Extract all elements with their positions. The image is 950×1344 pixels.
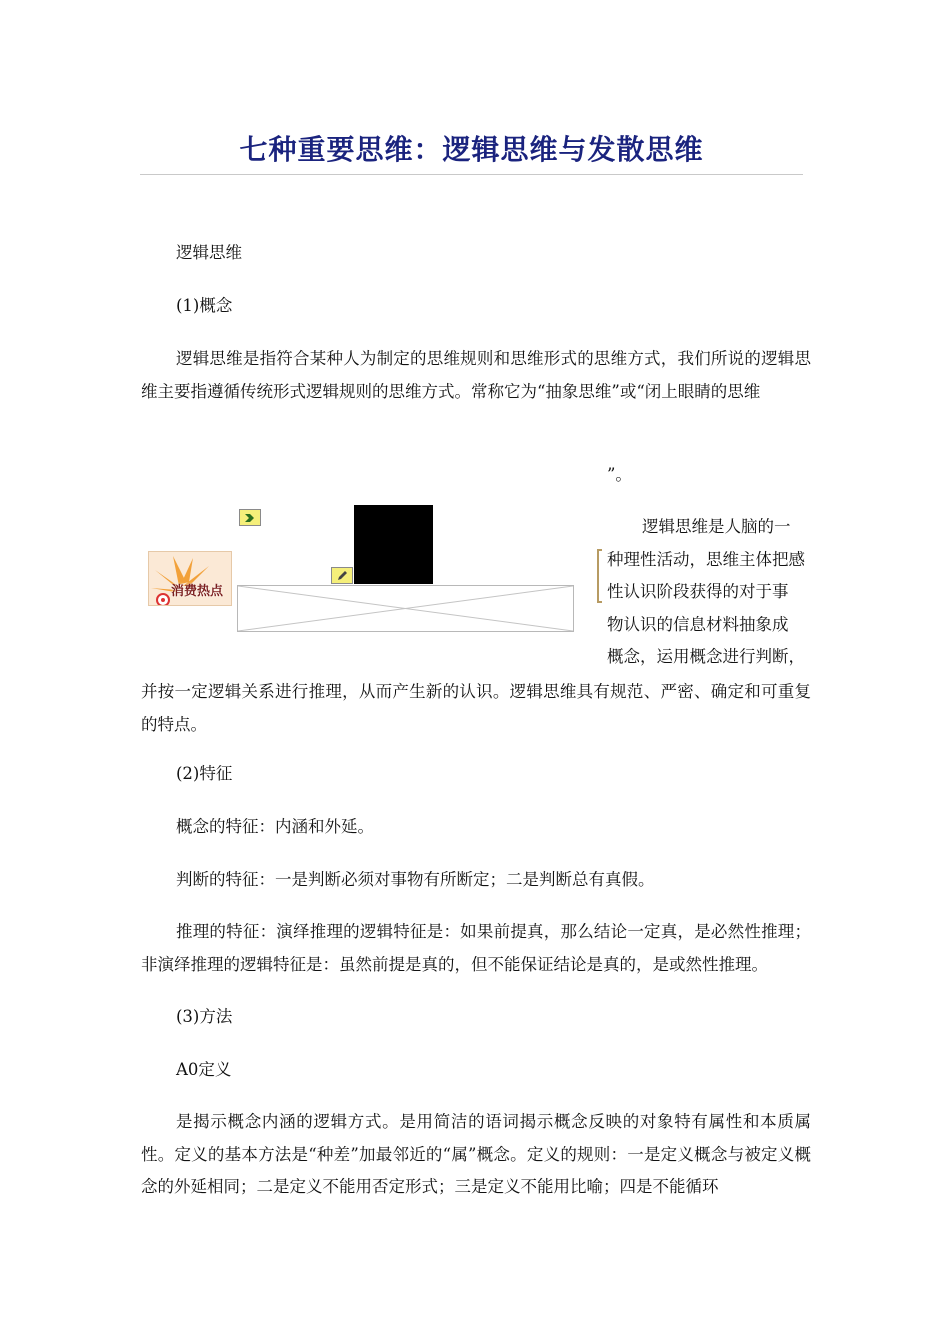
closing-quote: ”。 <box>607 465 632 484</box>
feature-reasoning: 推理的特征：演绎推理的逻辑特征是：如果前提真，那么结论一定真，是必然性推理；非演绎推理的逻辑特征是：虽然前提是真的，但不能保证结论是真的，是或然性推理。 <box>141 922 811 974</box>
section-heading-logic: 逻辑思维 <box>176 243 242 262</box>
paragraph-continuation: 并按一定逻辑关系进行推理，从而产生新的认识。逻辑思维具有规范、严密、确定和可重复的特点。 <box>141 682 811 734</box>
feature-concept: 概念的特征：内涵和外延。 <box>176 817 374 836</box>
pencil-badge-icon <box>331 567 353 584</box>
methods-heading: (3)方法 <box>176 1007 233 1026</box>
features-heading: (2)特征 <box>176 764 233 783</box>
broken-image-icon <box>237 585 574 632</box>
definition-paragraph: 是揭示概念内涵的逻辑方式。是用简洁的语词揭示概念反映的对象特有属性和本质属性。定义的基本方法是“种差”加最邻近的“属”概念。定义的规则：一是定义概念与被定义概念的外延相同；二是定义不能用否定形式；三是定义不能用比喻；四是不能循环 <box>141 1112 811 1196</box>
arrow-badge-icon <box>239 509 261 526</box>
title-divider <box>140 174 803 175</box>
paragraph-definition-logic: 逻辑思维是指符合某种人为制定的思维规则和思维形式的思维方式，我们所说的逻辑思维主要指遵循传统形式逻辑规则的思维方式。常称它为“抽象思维”或“闭上眼睛的思维 <box>141 349 811 401</box>
logo-text: 消费热点 <box>171 584 224 599</box>
text-bracket-marker <box>597 549 602 603</box>
image-dark-block <box>354 505 433 584</box>
definition-heading: A0定义 <box>176 1060 232 1079</box>
page-title: 七种重要思维：逻辑思维与发散思维 <box>239 133 704 166</box>
concept-heading: (1)概念 <box>176 296 233 315</box>
side-column-text: 逻辑思维是人脑的一 种理性活动，思维主体把感 性认识阶段获得的对于事 物认识的信息材料抽象成 概念，运用概念进行判断， <box>607 517 805 666</box>
brand-logo <box>148 551 232 606</box>
feature-judgment: 判断的特征：一是判断必须对事物有所断定；二是判断总有真假。 <box>176 870 655 889</box>
